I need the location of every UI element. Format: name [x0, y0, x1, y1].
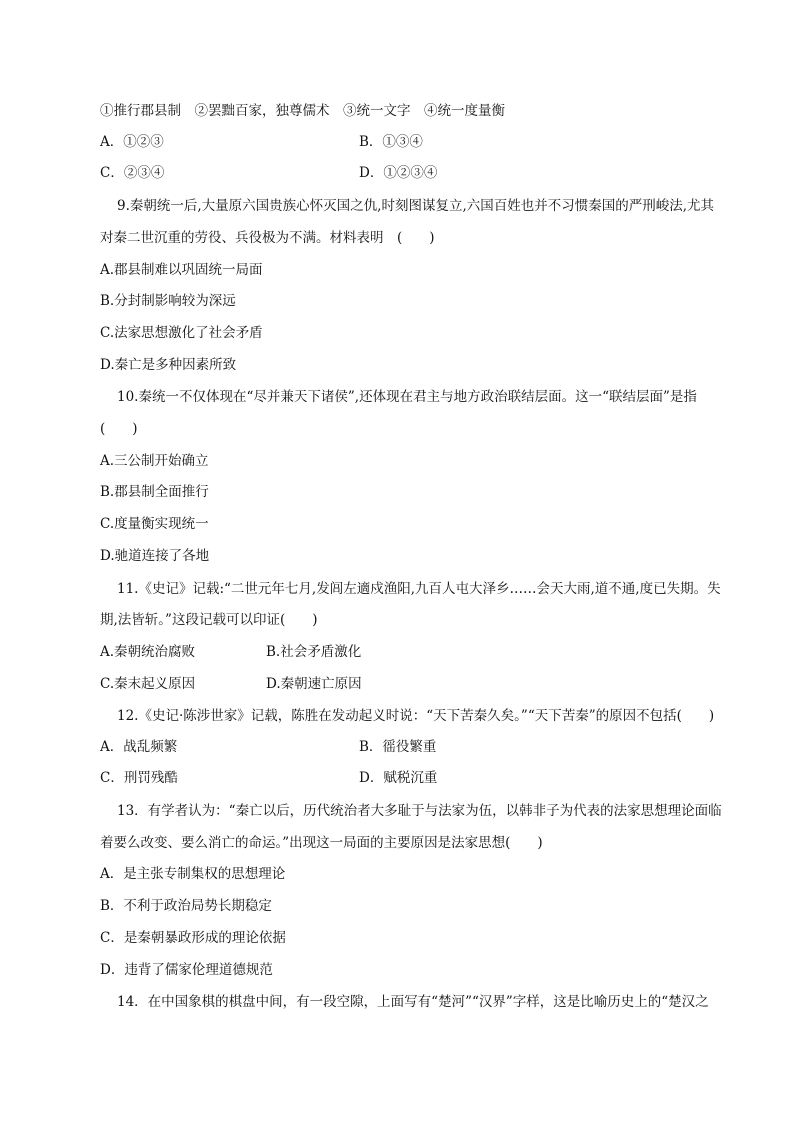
- q11-stem-line2: 期,法皆斩。”这段记载可以印证( ): [100, 612, 318, 628]
- q9-stem-line1: 9.秦朝统一后,大量原六国贵族心怀灭国之仇,时刻图谋复立,六国百姓也并不习惯秦国的严刑峻法,尤其: [117, 198, 715, 214]
- q11-option-a: A.秦朝统治腐败: [100, 644, 196, 660]
- q10-option-b: B.郡县制全面推行: [100, 484, 209, 500]
- q13-option-d: D．违背了儒家伦理道德规范: [100, 962, 273, 978]
- q8-items: ①推行郡县制 ②罢黜百家，独尊儒术 ③统一文字 ④统一度量衡: [100, 103, 505, 119]
- q12-option-a: A．战乱频繁: [100, 739, 178, 755]
- q14-stem-line1: 14．在中国象棋的棋盘中间，有一段空隙，上面写有“楚河”“汉界”字样，这是比喻历史上的“楚汉之: [117, 994, 709, 1010]
- q9-option-a: A.郡县制难以巩固统一局面: [100, 262, 263, 278]
- q13-stem-line2: 着要么改变、要么消亡的命运。”出现这一局面的主要原因是法家思想( ): [100, 835, 543, 851]
- q8-option-d: D．①②③④: [359, 165, 438, 181]
- q10-option-c: C.度量衡实现统一: [100, 516, 209, 532]
- q13-option-b: B．不利于政治局势长期稳定: [100, 898, 272, 914]
- q12-option-d: D．赋税沉重: [359, 770, 438, 786]
- q10-option-d: D.驰道连接了各地: [100, 548, 210, 564]
- q8-option-a: A．①②③: [100, 134, 164, 150]
- q10-stem-line2: ( ): [100, 421, 138, 437]
- q12-option-b: B．徭役繁重: [359, 739, 437, 755]
- q10-option-a: A.三公制开始确立: [100, 453, 209, 469]
- q8-option-b: B．①③④: [359, 134, 423, 150]
- q9-option-b: B.分封制影响较为深远: [100, 293, 236, 309]
- q13-option-a: A．是主张专制集权的思想理论: [100, 866, 286, 882]
- q8-option-c: C．②③④: [100, 165, 165, 181]
- q9-option-d: D.秦亡是多种因素所致: [100, 357, 237, 373]
- q13-stem-line1: 13．有学者认为：“秦亡以后，历代统治者大多耻于与法家为伍，以韩非子为代表的法家思想理论面临: [117, 803, 722, 819]
- q13-option-c: C．是秦朝暴政形成的理论依据: [100, 930, 286, 946]
- q12-option-c: C．刑罚残酷: [100, 770, 178, 786]
- q11-option-d: D.秦朝速亡原因: [266, 676, 362, 692]
- q12-stem-line1: 12.《史记·陈涉世家》记载，陈胜在发动起义时说：“天下苦秦久矣。”“天下苦秦”的原因不包括( ): [117, 708, 715, 724]
- q10-stem-line1: 10.秦统一不仅体现在“尽并兼天下诸侯”,还体现在君主与地方政治联结层面。这一“联结层面”是指: [117, 389, 697, 405]
- q11-option-b: B.社会矛盾激化: [266, 644, 362, 660]
- q9-option-c: C.法家思想激化了社会矛盾: [100, 325, 263, 341]
- q9-stem-line2: 对秦二世沉重的劳役、兵役极为不满。材料表明 ( ): [100, 230, 435, 246]
- q11-stem-line1: 11.《史记》记载:“二世元年七月,发闾左適戍渔阳,九百人屯大泽乡……会天大雨,道不通,度已失期。失: [117, 581, 721, 597]
- q11-option-c: C.秦末起义原因: [100, 676, 196, 692]
